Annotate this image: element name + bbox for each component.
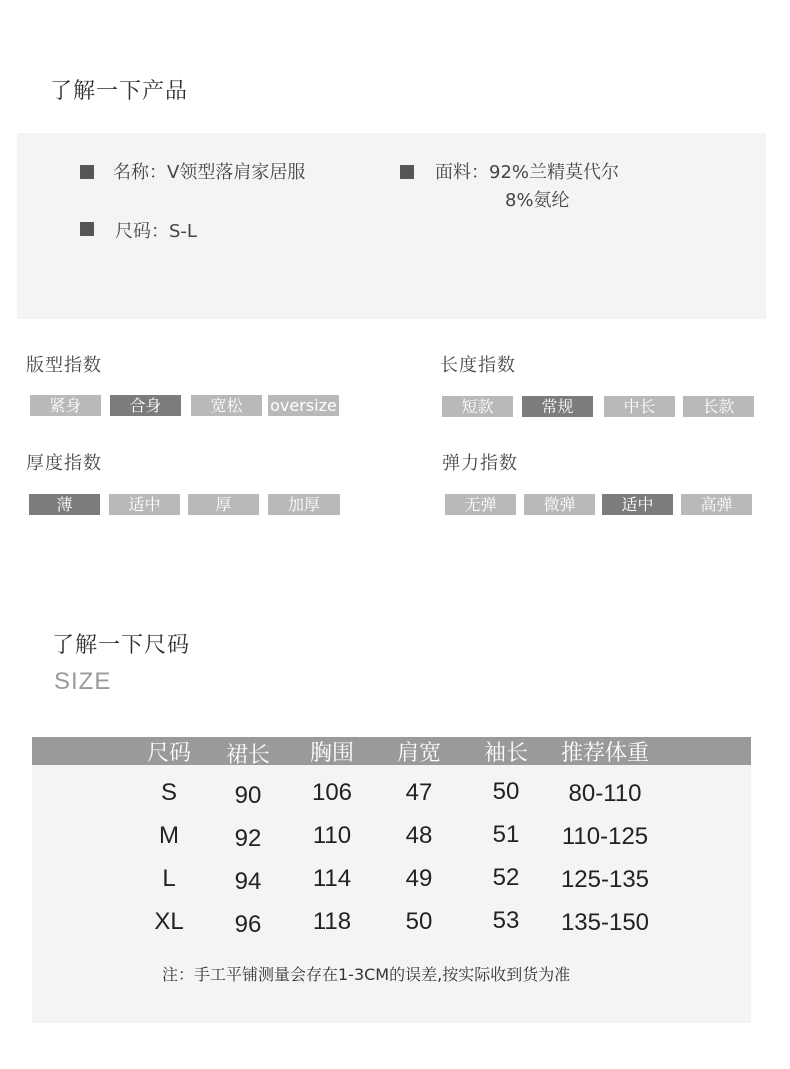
product-fabric-line2: 8%氨纶 — [505, 190, 570, 211]
product-size-range: 尺码：S-L — [115, 221, 197, 242]
header-dress-length: 裙长 — [225, 743, 270, 768]
thickness-option-extra-thick: 加厚 — [268, 494, 340, 515]
cell-size: M — [159, 822, 179, 849]
elasticity-option-medium: 适中 — [602, 494, 673, 515]
header-shoulder: 肩宽 — [396, 741, 441, 766]
cell-sleeve: 50 — [492, 778, 520, 805]
header-recommended-weight: 推荐体重 — [560, 741, 649, 766]
cell-sleeve: 52 — [492, 864, 520, 891]
cell-shoulder: 49 — [405, 865, 433, 892]
length-option-short: 短款 — [442, 396, 513, 417]
cell-bust: 110 — [312, 822, 352, 849]
thickness-option-thick: 厚 — [188, 494, 259, 515]
cell-dress-length: 94 — [234, 868, 262, 895]
fit-index-label: 版型指数 — [26, 355, 102, 376]
product-section-title: 了解一下产品 — [50, 79, 189, 104]
cell-dress-length: 90 — [234, 782, 262, 809]
fit-option-regular: 合身 — [110, 395, 181, 416]
cell-bust: 118 — [312, 908, 352, 935]
thickness-index-label: 厚度指数 — [26, 453, 102, 474]
measurement-note: 注：手工平铺测量会存在1-3CM的误差,按实际收到货为准 — [162, 965, 571, 984]
size-section-subtitle: SIZE — [54, 668, 112, 695]
elasticity-option-slight: 微弹 — [524, 494, 595, 515]
cell-dress-length: 96 — [234, 911, 262, 938]
header-sleeve: 袖长 — [483, 741, 528, 766]
cell-sleeve: 51 — [492, 821, 520, 848]
bullet-square-icon — [80, 165, 94, 179]
cell-dress-length: 92 — [234, 825, 262, 852]
cell-shoulder: 47 — [405, 779, 433, 806]
cell-recommended-weight: 80-110 — [568, 780, 642, 807]
size-section-title: 了解一下尺码 — [52, 633, 191, 658]
fit-option-tight: 紧身 — [30, 395, 101, 416]
header-bust: 胸围 — [309, 741, 354, 766]
cell-recommended-weight: 125-135 — [560, 866, 650, 893]
cell-recommended-weight: 135-150 — [560, 909, 650, 936]
elasticity-index-label: 弹力指数 — [442, 453, 518, 474]
product-name: 名称：V领型落肩家居服 — [113, 162, 306, 183]
elasticity-option-high: 高弹 — [681, 494, 752, 515]
cell-sleeve: 53 — [492, 907, 520, 934]
cell-recommended-weight: 110-125 — [561, 823, 649, 850]
bullet-square-icon — [80, 222, 94, 236]
cell-size: S — [160, 779, 177, 806]
cell-size: XL — [154, 908, 184, 935]
cell-bust: 106 — [311, 779, 353, 806]
elasticity-option-none: 无弹 — [445, 494, 516, 515]
cell-size: L — [162, 865, 176, 892]
length-option-mid-long: 中长 — [604, 396, 675, 417]
length-option-regular: 常规 — [522, 396, 593, 417]
length-index-label: 长度指数 — [440, 355, 516, 376]
cell-shoulder: 48 — [405, 822, 433, 849]
header-size: 尺码 — [146, 741, 191, 766]
fit-option-loose: 宽松 — [191, 395, 262, 416]
length-option-long: 长款 — [683, 396, 754, 417]
cell-shoulder: 50 — [405, 908, 433, 935]
thickness-option-medium: 适中 — [109, 494, 180, 515]
cell-bust: 114 — [312, 865, 352, 892]
bullet-square-icon — [400, 165, 414, 179]
product-fabric-line1: 面料：92%兰精莫代尔 — [435, 162, 620, 183]
fit-option-oversize: oversize — [268, 395, 339, 416]
thickness-option-thin: 薄 — [29, 494, 100, 515]
